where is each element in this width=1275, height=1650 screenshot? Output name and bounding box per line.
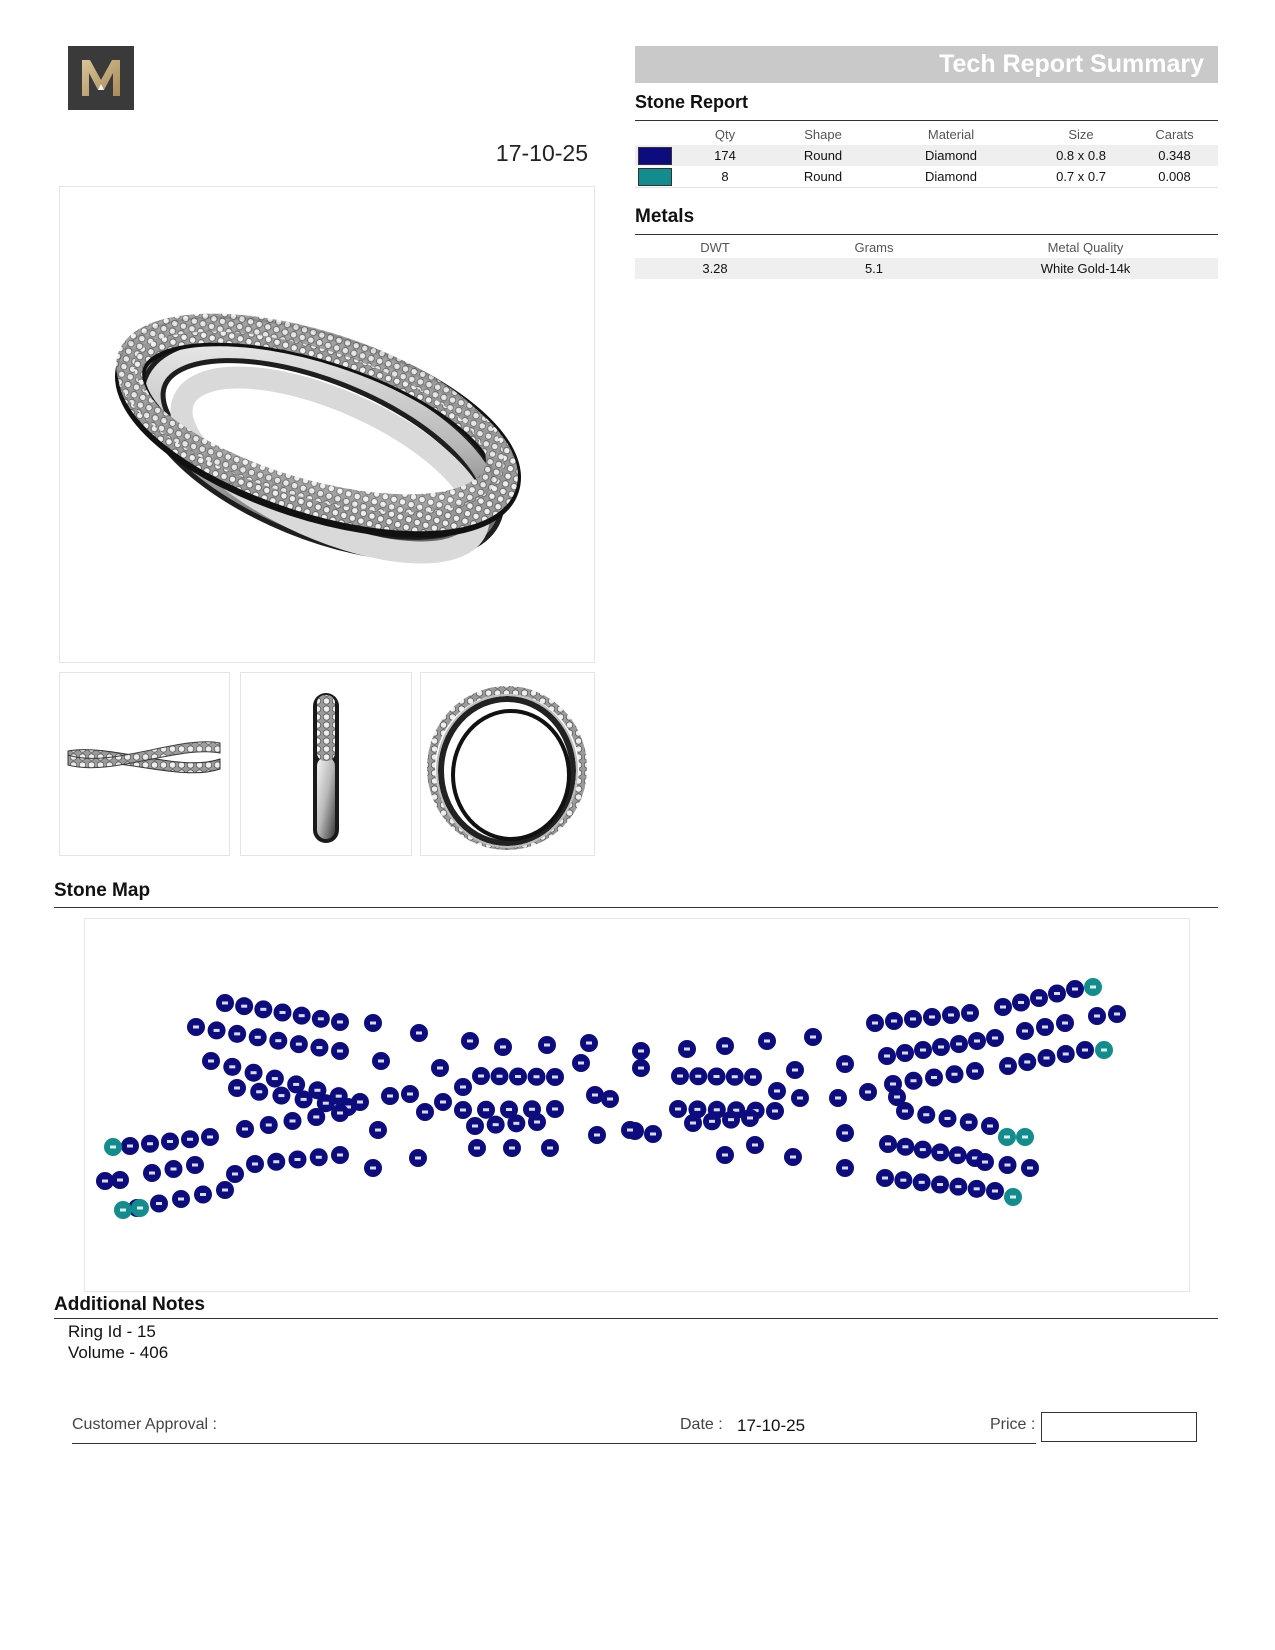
stone-dot-label [902,1145,908,1148]
stone-dot-label [290,1120,296,1123]
stone-dot-label [474,1147,480,1150]
stone-dot-label [467,1040,473,1043]
stone-dot-label [437,1067,443,1070]
stone-dot-label [937,1183,943,1186]
stone-dot-label [747,1117,753,1120]
col-material: Material [927,126,975,142]
col-metal-quality: Metal Quality [1047,239,1124,255]
stone-dot-label [694,1108,700,1111]
stone-dot-label [797,1097,803,1100]
cell-qty: 8 [675,166,775,188]
cell-shape: Round [775,166,871,188]
stone-dot-label [316,1156,322,1159]
stone-dot-label [314,1089,320,1092]
stone-dot-label [967,1012,973,1015]
stone-color-swatch [638,147,672,165]
metals-heading: Metals [635,206,695,227]
stone-dot-label [1072,988,1078,991]
stone-dot-label [1114,1013,1120,1016]
stone-dot-label [1018,1001,1024,1004]
cell-material: Diamond [871,166,1031,188]
stone-dot-label [1090,986,1096,989]
stone-dot-label [316,1046,322,1049]
cell-grams: 5.1 [795,258,953,279]
stone-dot-label [966,1121,972,1124]
stone-dot-label [208,1060,214,1063]
additional-notes-heading: Additional Notes [54,1294,205,1315]
stone-dot-label [296,1043,302,1046]
stone-dot-label [894,1096,900,1099]
stone-dot-label [1042,1026,1048,1029]
customer-approval-label: Customer Approval : [72,1416,217,1433]
stone-dot-label [318,1017,324,1020]
stone-dot-label [750,1076,756,1079]
stone-dot-label [714,1108,720,1111]
table-header-row [635,123,1218,145]
stone-report-table [635,123,1218,188]
stone-dot-label [472,1125,478,1128]
stone-dot-label [313,1116,319,1119]
stone-dot-label [627,1129,633,1132]
stone-dot-label [234,1032,240,1035]
stone-dot-label [387,1095,393,1098]
stone-dot-label [1000,1006,1006,1009]
ring-side-view [59,672,230,856]
cell-size: 0.7 x 0.7 [1031,166,1131,188]
stone-dot-label [171,1168,177,1171]
cell-qty: 174 [675,145,775,166]
stone-dot-label [422,1111,428,1114]
stone-dot-label [987,1125,993,1128]
stone-map-diagram [84,918,1190,1292]
stone-dot-label [772,1110,778,1113]
stone-dot-label [865,1091,871,1094]
stone-dot-label [127,1145,133,1148]
stone-dot-label [732,1075,738,1078]
stone-dot-label [885,1143,891,1146]
cell-carats: 0.008 [1131,166,1218,188]
stone-dot-label [506,1108,512,1111]
stone-dot-label [919,1181,925,1184]
stone-dot-label [416,1032,422,1035]
stone-dot-label [810,1036,816,1039]
ring-profile-view [240,672,412,856]
stone-dot-label [890,1083,896,1086]
stone-dot-label [578,1062,584,1065]
stone-dot-label [1063,1053,1069,1056]
note-ring-id: Ring Id - 15 [68,1322,156,1341]
stone-dot-label [1010,1196,1016,1199]
stone-dot-label [323,1102,329,1105]
stone-dot-label [147,1142,153,1145]
stone-dot-label [415,1157,421,1160]
stone-dot-label [478,1075,484,1078]
stone-dot-label [955,1154,961,1157]
table-row [635,145,1218,166]
stone-dot-label [266,1124,272,1127]
stone-dot-label [956,1043,962,1046]
stone-dot-label [992,1190,998,1193]
stone-dot-label [378,1060,384,1063]
stone-dot-label [513,1122,519,1125]
stone-dot-label [1005,1065,1011,1068]
stone-dot-label [1062,1022,1068,1025]
stone-dot-label [337,1154,343,1157]
stone-dot-label [178,1198,184,1201]
stone-dot-label [929,1016,935,1019]
stone-dot-label [972,1070,978,1073]
stone-dot-label [534,1075,540,1078]
stone-dot-label [774,1090,780,1093]
stone-dot-label [586,1042,592,1045]
stone-dot-label [920,1049,926,1052]
stone-dot-label [547,1147,553,1150]
stone-dot-label [207,1136,213,1139]
stone-dot-label [497,1075,503,1078]
stone-dot-label [1036,997,1042,1000]
ring-front-view [420,672,595,856]
stone-dot-label [902,1052,908,1055]
stone-dot-label [552,1108,558,1111]
cell-metal-quality: White Gold-14k [953,258,1218,279]
stone-dot-label [677,1075,683,1078]
divider [54,907,1218,908]
report-title-bar [635,46,1218,83]
stone-dot-label [156,1202,162,1205]
stone-report-heading: Stone Report [635,92,749,112]
stone-dot-label [910,1018,916,1021]
stone-dot-label [1004,1136,1010,1139]
stone-map-heading: Stone Map [54,880,151,901]
stone-dot-label [544,1044,550,1047]
stone-dot-label [295,1158,301,1161]
stone-dot-label [842,1167,848,1170]
stone-dot-label [187,1138,193,1141]
stone-dot-label [923,1113,929,1116]
stone-dot-label [938,1046,944,1049]
metals-table [635,236,1218,279]
price-label: Price : [990,1416,1036,1433]
stone-dot-label [1044,1057,1050,1060]
stone-dot-label [675,1108,681,1111]
stone-dot-label [222,1189,228,1192]
stone-dot-label [690,1122,696,1125]
stone-dot-label [1005,1164,1011,1167]
stone-dot-label [337,1021,343,1024]
stone-dot-label [229,1065,235,1068]
stone-dot-label [534,1121,540,1124]
report-title: Tech Report Summary [939,50,1204,78]
col-carats: Carats [1155,126,1194,142]
stone-dot-label [222,1002,228,1005]
cell-size: 0.8 x 0.8 [1031,145,1131,166]
stone-dot-label [192,1164,198,1167]
stone-dot-label [638,1067,644,1070]
stone-dot-label [137,1207,143,1210]
stone-dot-label [407,1093,413,1096]
stone-dot-label [1054,992,1060,995]
stone-dot-label [1082,1049,1088,1052]
stone-dot-label [460,1086,466,1089]
stone-dot-label [937,1151,943,1154]
col-shape: Shape [804,126,842,142]
note-volume: Volume - 406 [68,1343,169,1362]
stone-dot-label [273,1160,279,1163]
stone-dot-label [440,1101,446,1104]
stone-dot-label [102,1180,108,1183]
stone-color-swatch [638,168,672,186]
stone-dot-label [882,1177,888,1180]
stone-dot-label [234,1087,240,1090]
stone-dot-label [982,1161,988,1164]
stone-dot-label [242,1128,248,1131]
stone-dot-label [483,1108,489,1111]
col-qty: Qty [714,126,736,142]
stone-dot-label [370,1167,376,1170]
stone-dot-label [607,1098,613,1101]
stone-dot-label [301,1098,307,1101]
col-size: Size [1068,126,1094,142]
table-header-row [635,236,1218,258]
stone-dot-label [337,1050,343,1053]
stone-dot-label [714,1075,720,1078]
stone-dot-label [884,1055,890,1058]
stone-dot-label [275,1039,281,1042]
brand-logo [68,46,134,110]
stone-dot-label [255,1036,261,1039]
stone-dot-label [900,1179,906,1182]
stone-dot-label [592,1094,598,1097]
stone-dot-label [117,1179,123,1182]
ring-main-render [59,186,595,663]
stone-dot-label [1027,1167,1033,1170]
stone-dot-label [1024,1061,1030,1064]
stone-dot-label [241,1005,247,1008]
date-value: 17-10-25 [737,1416,806,1435]
stone-dot-label [842,1132,848,1135]
stone-dot-label [375,1129,381,1132]
stone-dot-label [357,1101,363,1104]
stone-dot-label [493,1123,499,1126]
stone-dot-label [272,1077,278,1080]
stone-map-canvas [85,919,1189,1291]
stone-dot-label [200,1193,206,1196]
stone-dot-label [835,1097,841,1100]
stone-dot-label [232,1173,238,1176]
stone-dot-label [650,1133,656,1136]
stone-dot-label [193,1026,199,1029]
stone-dot-label [500,1046,506,1049]
stone-dot-label [336,1095,342,1098]
stone-dot-label [460,1109,466,1112]
stone-dot-label [638,1050,644,1053]
stone-dot-label [722,1045,728,1048]
table-row [635,166,1218,188]
stone-dot-label [252,1163,258,1166]
stone-dot-label [120,1209,126,1212]
stone-dot-label [167,1140,173,1143]
stone-dot-label [1094,1015,1100,1018]
table-row [635,258,1218,279]
stone-dot-label [948,1014,954,1017]
stone-dot-label [955,1185,961,1188]
stone-dot-label [974,1187,980,1190]
stone-dot-label [149,1172,155,1175]
stone-dot-label [752,1144,758,1147]
col-grams: Grams [854,239,894,255]
stone-dot-label [1022,1030,1028,1033]
stone-dot-label [1022,1136,1028,1139]
stone-dot-label [902,1110,908,1113]
stone-dot-label [214,1029,220,1032]
stone-dot-label [684,1048,690,1051]
stone-dot-label [931,1076,937,1079]
cell-carats: 0.348 [1131,145,1218,166]
date-label: Date : [680,1416,723,1433]
stone-dot-label [872,1022,878,1025]
price-field[interactable] [1041,1412,1197,1442]
col-dwt: DWT [700,239,730,255]
stone-dot-label [920,1148,926,1151]
stone-dot-label [945,1117,951,1120]
stone-dot-label [1101,1049,1107,1052]
stone-dot-label [722,1154,728,1157]
stone-dot-label [974,1040,980,1043]
stone-dot-label [293,1083,299,1086]
stone-dot-label [911,1079,917,1082]
cell-shape: Round [775,145,871,166]
stone-dot-label [952,1073,958,1076]
stone-dot-label [992,1037,998,1040]
divider [635,234,1218,235]
stone-dot-label [280,1011,286,1014]
stone-dot-label [278,1094,284,1097]
stone-dot-label [251,1071,257,1074]
stone-dot-label [337,1112,343,1115]
stone-dot-label [728,1118,734,1121]
stone-dot-label [529,1108,535,1111]
stone-dot-label [110,1146,116,1149]
stone-dot-label [299,1014,305,1017]
stone-dot-label [515,1075,521,1078]
stone-dot-label [709,1120,715,1123]
divider [635,120,1218,121]
divider [54,1318,1218,1319]
report-date: 17-10-25 [495,140,588,166]
stone-dot-label [891,1020,897,1023]
stone-dot-label [695,1075,701,1078]
stone-dot-label [260,1008,266,1011]
cell-dwt: 3.28 [635,258,795,279]
stone-dot-label [594,1134,600,1137]
stone-dot-label [764,1040,770,1043]
cell-material: Diamond [871,145,1031,166]
stone-dot-label [256,1090,262,1093]
stone-dot-label [790,1156,796,1159]
stone-dot-label [370,1022,376,1025]
stone-dot-label [842,1063,848,1066]
stone-dot-label [552,1076,558,1079]
stone-dot-label [509,1147,515,1150]
signature-line [72,1443,1036,1444]
stone-dot-label [792,1069,798,1072]
